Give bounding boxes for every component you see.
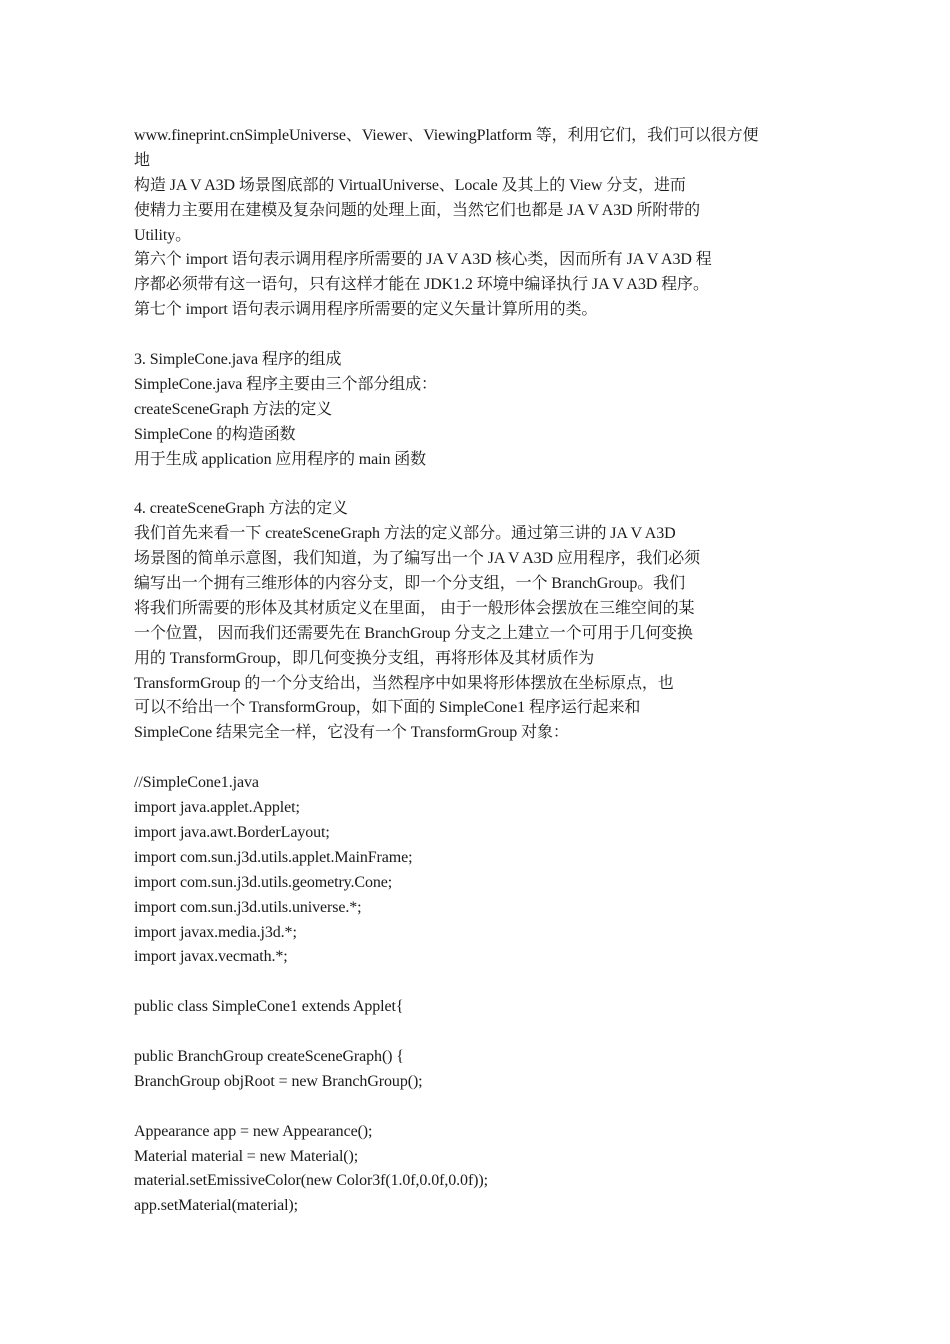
section-heading: 3. SimpleCone.java 程序的组成	[134, 351, 342, 369]
code-line: import javax.vecmath.*;	[134, 948, 288, 966]
code-line: import com.sun.j3d.utils.applet.MainFrame;	[134, 848, 413, 866]
code-line: import java.applet.Applet;	[134, 799, 300, 817]
code-line: material.setEmissiveColor(new Color3f(1.0f,0.0f,0.0f));	[134, 1172, 488, 1190]
blank-line	[134, 323, 814, 348]
text-line: 我们首先来看一下 createSceneGraph 方法的定义部分。通过第三讲的 JA V A3D	[134, 525, 676, 543]
text-line: 第七个 import 语句表示调用程序所需要的定义矢量计算所用的类。	[134, 301, 598, 319]
blank-line	[134, 1095, 814, 1120]
code-line: Appearance app = new Appearance();	[134, 1122, 373, 1140]
text-line: 编写出一个拥有三维形体的内容分支，即一个分支组，一个 BranchGroup。我们	[134, 575, 685, 593]
code-line: Material material = new Material();	[134, 1147, 359, 1165]
text-line: 第六个 import 语句表示调用程序所需要的 JA V A3D 核心类，因而所有 JA V A3D 程	[134, 251, 712, 269]
text-line: www.fineprint.cnSimpleUniverse、Viewer、ViewingPlatform 等，利用它们，我们可以很方便	[134, 127, 759, 144]
code-line: BranchGroup objRoot = new BranchGroup();	[134, 1072, 423, 1090]
blank-line	[134, 746, 814, 771]
code-line: import com.sun.j3d.utils.universe.*;	[134, 898, 362, 916]
blank-line	[134, 970, 814, 995]
section-heading: 4. createSceneGraph 方法的定义	[134, 500, 348, 518]
text-line: SimpleCone.java 程序主要由三个部分组成：	[134, 375, 437, 393]
text-line: 可以不给出一个 TransformGroup，如下面的 SimpleCone1 程序运行起来和	[134, 699, 641, 717]
code-line: import com.sun.j3d.utils.geometry.Cone;	[134, 873, 393, 891]
list-item: SimpleCone 的构造函数	[134, 425, 296, 443]
blank-line	[134, 1020, 814, 1045]
list-item: 用于生成 application 应用程序的 main 函数	[134, 450, 427, 468]
text-line: 使精力主要用在建模及复杂问题的处理上面，当然它们也都是 JA V A3D 所附带的	[134, 201, 701, 219]
text-line: 将我们所需要的形体及其材质定义在里面， 由于一般形体会摆放在三维空间的某	[134, 599, 695, 617]
text-line: 构造 JA V A3D 场景图底部的 VirtualUniverse、Locale 及其上的 View 分支，进而	[134, 176, 686, 194]
code-line: import java.awt.BorderLayout;	[134, 823, 330, 841]
text-line: Utility。	[134, 226, 191, 244]
text-line: 场景图的简单示意图，我们知道，为了编写出一个 JA V A3D 应用程序，我们必须	[134, 550, 701, 568]
code-line: import javax.media.j3d.*;	[134, 923, 297, 941]
code-line: public BranchGroup createSceneGraph() {	[134, 1047, 404, 1065]
text-line: 地	[134, 151, 150, 169]
list-item: createSceneGraph 方法的定义	[134, 400, 333, 418]
text-line: 用的 TransformGroup，即几何变换分支组，再将形体及其材质作为	[134, 649, 595, 667]
document-body	[134, 124, 814, 1219]
blank-line	[134, 472, 814, 497]
text-line: TransformGroup 的一个分支给出，当然程序中如果将形体摆放在坐标原点，也	[134, 674, 674, 692]
text-line: 一个位置， 因而我们还需要先在 BranchGroup 分支之上建立一个可用于几何变换	[134, 624, 693, 642]
code-line: app.setMaterial(material);	[134, 1197, 298, 1215]
code-line: public class SimpleCone1 extends Applet{	[134, 998, 404, 1016]
code-line: //SimpleCone1.java	[134, 774, 259, 792]
text-line: SimpleCone 结果完全一样，它没有一个 TransformGroup 对象：	[134, 724, 569, 742]
text-line: 序都必须带有这一语句，只有这样才能在 JDK1.2 环境中编译执行 JA V A3D 程序。	[134, 276, 709, 294]
